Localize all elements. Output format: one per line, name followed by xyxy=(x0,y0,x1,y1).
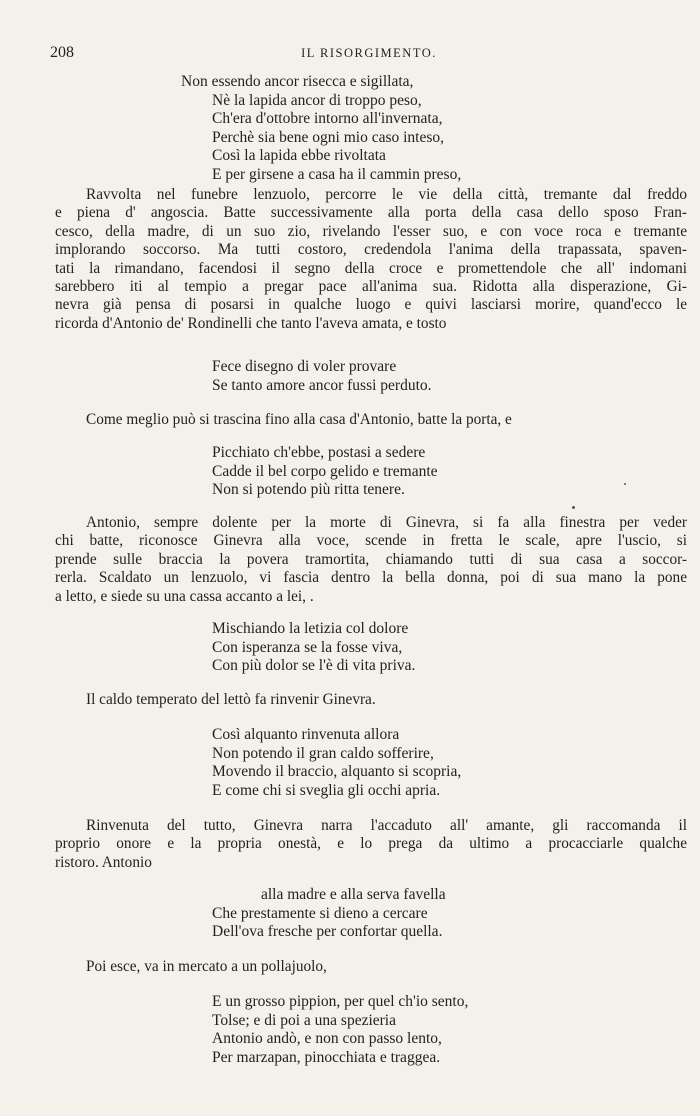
verse-line: Fece disegno di voler provare xyxy=(212,358,397,375)
prose-paragraph-6 xyxy=(55,958,687,976)
page-number: 208 xyxy=(50,44,74,61)
prose-line: chi batte, riconosce Ginevra alla voce, scende in fretta le scale, apre l'uscio, si xyxy=(55,532,687,550)
verse-line: alla madre e alla serva favella xyxy=(261,886,446,903)
verse-line: E per girsene a casa ha il cammin preso, xyxy=(212,165,462,183)
verse-line: E un grosso pippion, per quel ch'io sento, xyxy=(212,993,469,1010)
verse-stanza-4 xyxy=(212,620,415,676)
prose-paragraph-1 xyxy=(55,186,687,333)
verse-line: Con isperanza se la fosse viva, xyxy=(212,638,403,656)
verse-line: Perchè sia bene ogni mio caso inteso, xyxy=(212,128,445,146)
verse-line: Tolse; e di poi a una spezieria xyxy=(212,1011,396,1029)
verse-line: Nè la lapida ancor di troppo peso, xyxy=(212,91,422,109)
print-speck xyxy=(572,506,575,509)
prose-paragraph-3 xyxy=(55,514,687,606)
verse-stanza-6 xyxy=(212,886,446,942)
verse-line: Cadde il bel corpo gelido e tremante xyxy=(212,462,438,480)
print-speck xyxy=(624,483,626,485)
verse-line: Antonio andò, e non con passo lento, xyxy=(212,1030,442,1047)
verse-line: E come chi si sveglia gli occhi apria. xyxy=(212,781,441,799)
prose-line: Antonio, sempre dolente per la morte di Ginevra, si fa alla finestra per veder xyxy=(86,514,687,531)
prose-paragraph-5 xyxy=(55,817,687,872)
verse-line: Ch'era d'ottobre intorno all'invernata, xyxy=(212,110,443,127)
prose-line: ristoro. Antonio xyxy=(55,853,152,871)
verse-line: Così la lapida ebbe rivoltata xyxy=(212,147,386,164)
prose-line: Ravvolta nel funebre lenzuolo, percorre le vie della città, tremante dal freddo xyxy=(86,186,687,203)
prose-line: Come meglio può si trascina fino alla casa d'Antonio, batte la porta, e xyxy=(86,411,512,428)
verse-stanza-2 xyxy=(212,358,432,395)
verse-line: Se tanto amore ancor fussi perduto. xyxy=(212,376,432,394)
verse-line: Che prestamente si dieno a cercare xyxy=(212,904,428,922)
prose-line: sarebbero iti al tempio a pregar pace all'anima sua. Ridotta alla disperazione, Gi- xyxy=(55,278,687,296)
prose-line: Poi esce, va in mercato a un pollajuolo, xyxy=(86,958,327,975)
verse-line: Dell'ova fresche per confortar quella. xyxy=(212,923,443,940)
verse-stanza-5 xyxy=(212,726,461,800)
prose-line: proprio onore e la propria onestà, e lo prega da ultimo a procacciarle qualche xyxy=(55,835,687,853)
prose-line: rerla. Scaldato un lenzuolo, vi fascia dentro la bella donna, poi di sua mano la pone xyxy=(55,569,687,587)
prose-line: a letto, e siede su una cassa accanto a lei, . xyxy=(55,587,314,605)
verse-line: Non essendo ancor risecca e sigillata, xyxy=(181,73,414,90)
prose-line: Il caldo temperato del lettò fa rinvenir Ginevra. xyxy=(86,691,376,708)
prose-line: e piena d' angoscia. Batte successivamente alla porta della casa dello sposo Fran- xyxy=(55,204,687,222)
prose-paragraph-2 xyxy=(55,411,687,429)
verse-line: Non potendo il gran caldo sofferire, xyxy=(212,744,434,762)
verse-line: Per marzapan, pinocchiata e traggea. xyxy=(212,1048,441,1066)
verse-line: Non si potendo più ritta tenere. xyxy=(212,481,405,498)
prose-line: implorando soccorso. Ma tutti costoro, credendola l'anima della trapassata, spaven- xyxy=(55,241,687,259)
prose-line: nevra già pensa di posarsi in qualche luogo e quivi lasciarsi morire, quand'ecco le xyxy=(55,296,687,314)
prose-line: cesco, della madre, di un suo zio, rivelando l'esser suo, e con voce roca e tremante xyxy=(55,222,687,240)
prose-line: Rinvenuta del tutto, Ginevra narra l'accaduto all' amante, gli raccomanda il xyxy=(86,817,687,834)
prose-line: prende sulle braccia la povera tramortita, chiamando tutti di sua casa a soccor- xyxy=(55,550,687,568)
verse-stanza-3 xyxy=(212,444,438,500)
prose-line: ricorda d'Antonio de' Rondinelli che tanto l'aveva amata, e tosto xyxy=(55,314,447,332)
verse-stanza-1 xyxy=(181,73,461,184)
verse-line: Così alquanto rinvenuta allora xyxy=(212,726,400,743)
verse-line: Con più dolor se l'è di vita priva. xyxy=(212,657,416,674)
verse-line: Mischiando la letizia col dolore xyxy=(212,620,409,637)
running-title: IL RISORGIMENTO. xyxy=(301,46,437,60)
verse-line: Picchiato ch'ebbe, postasi a sedere xyxy=(212,444,426,461)
prose-line: tati la rimandano, facendosi il segno della croce e promettendole che all' indomani xyxy=(55,259,687,277)
verse-line: Movendo il braccio, alquanto si scopria, xyxy=(212,763,462,780)
verse-stanza-7 xyxy=(212,993,468,1067)
prose-paragraph-4 xyxy=(55,691,687,709)
